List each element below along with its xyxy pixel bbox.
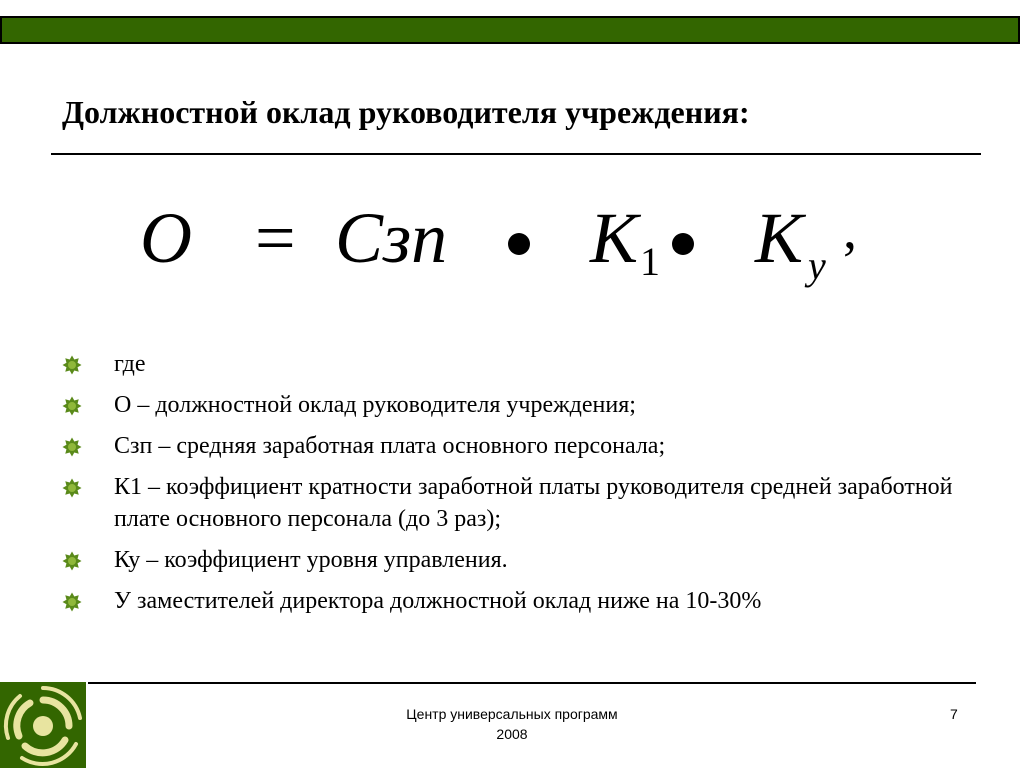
bullet-icon xyxy=(62,437,82,457)
bullet-icon xyxy=(62,592,82,612)
formula-lhs: O xyxy=(140,198,192,278)
formula-k1-sub: 1 xyxy=(640,239,660,284)
title-divider xyxy=(51,153,981,155)
salary-formula xyxy=(0,190,1024,300)
list-item xyxy=(62,544,962,576)
organization-logo xyxy=(0,682,86,768)
footer-year: 2008 xyxy=(496,726,528,742)
list-item-text: О – должностной оклад руководителя учреждения; xyxy=(114,392,636,418)
bullet-icon xyxy=(62,478,82,498)
slide-title: Должностной оклад руководителя учреждения: xyxy=(62,94,750,130)
definition-list xyxy=(62,348,962,626)
list-item xyxy=(62,430,962,462)
list-item-text: Ку – коэффициент уровня управления. xyxy=(114,547,508,573)
formula-ky-base: K xyxy=(755,198,804,278)
footer-caption xyxy=(362,704,662,744)
list-item-text: Сзп – средняя заработная плата основного персонала; xyxy=(114,433,666,459)
multiply-dot-icon xyxy=(672,233,694,255)
list-item-text: К1 – коэффициент кратности заработной платы руководителя средней заработной плате основного персонала (до 3 раз); xyxy=(114,474,953,532)
formula-szp: Cзп xyxy=(335,198,448,278)
formula-equals: = xyxy=(255,198,296,278)
list-item-text: где xyxy=(114,351,146,377)
bullet-icon xyxy=(62,355,82,375)
bullet-icon xyxy=(62,551,82,571)
footer-divider xyxy=(88,682,976,684)
formula-ky-sub: y xyxy=(808,243,826,288)
top-decor-bar xyxy=(0,16,1020,44)
list-item xyxy=(62,389,962,421)
list-item xyxy=(62,585,962,617)
page-number: 7 xyxy=(950,706,958,722)
footer-org-name: Центр универсальных программ xyxy=(406,706,618,722)
formula-k1-base: K xyxy=(590,198,639,278)
formula-comma: , xyxy=(843,199,857,261)
list-item-text: У заместителей директора должностной оклад ниже на 10-30% xyxy=(114,588,762,614)
multiply-dot-icon xyxy=(508,233,530,255)
bullet-icon xyxy=(62,396,82,416)
list-item xyxy=(62,348,962,380)
list-item xyxy=(62,471,962,535)
